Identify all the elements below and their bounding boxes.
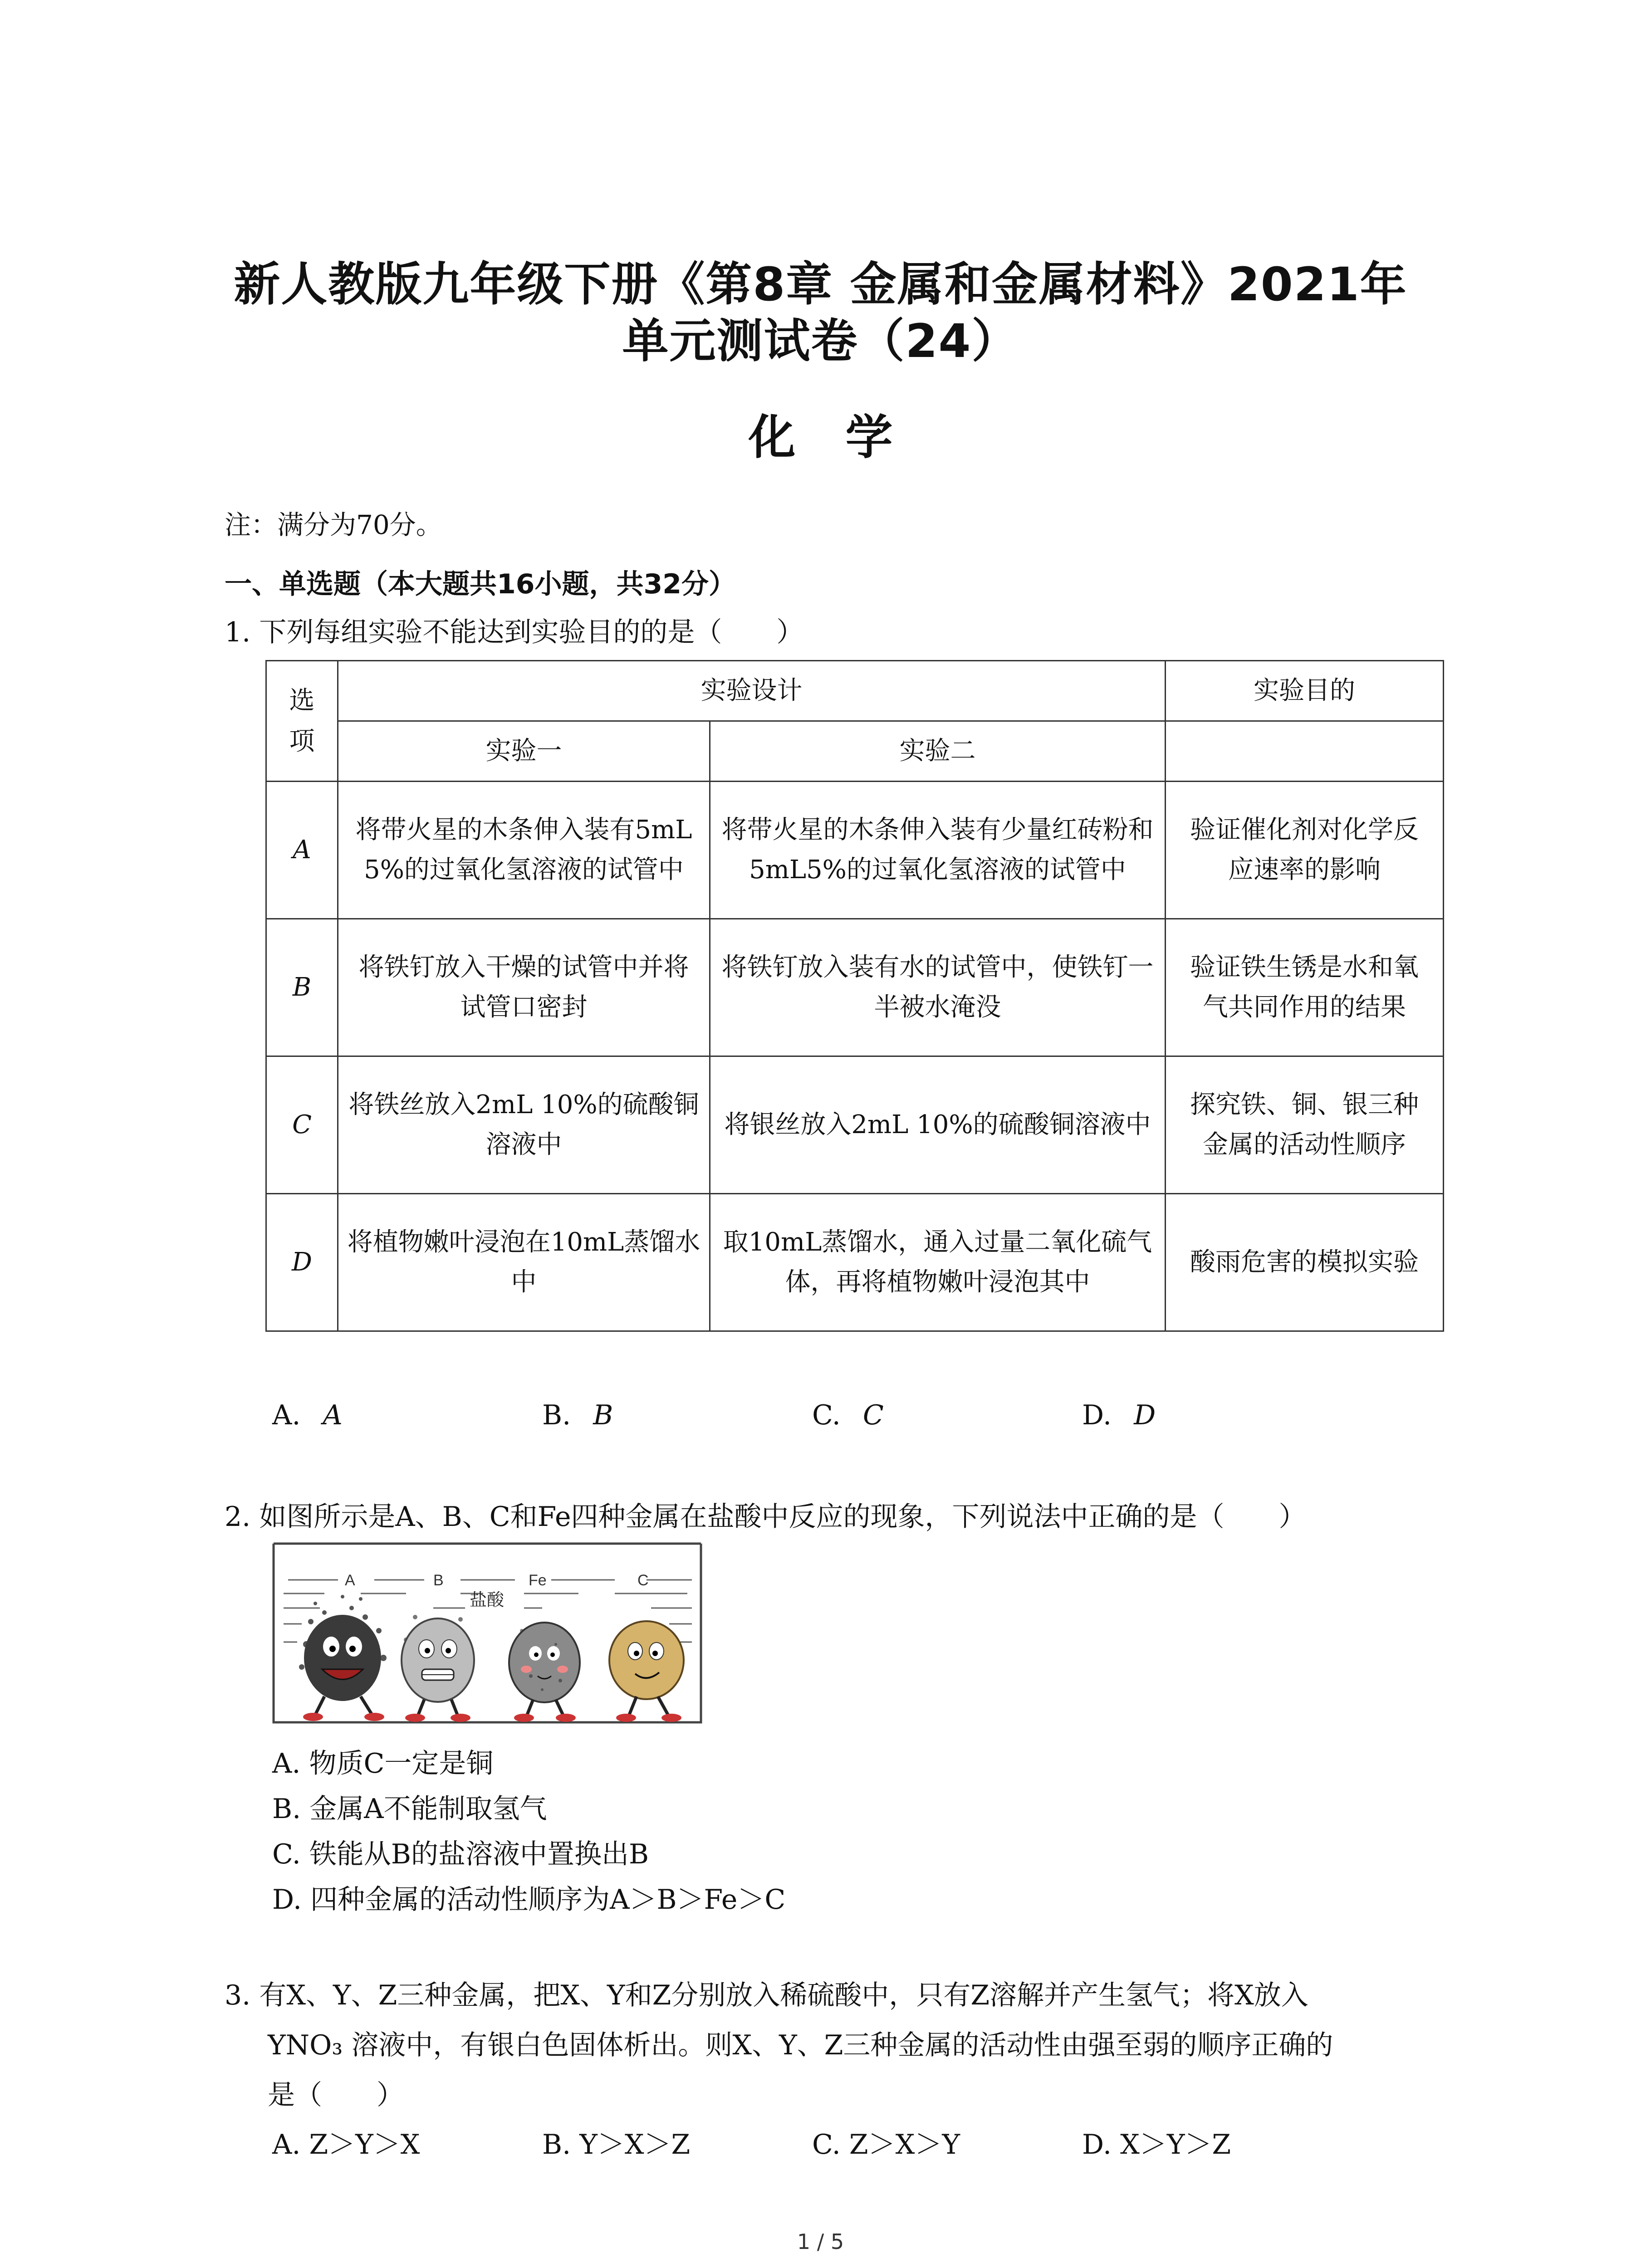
row-exp1: 将带火星的木条伸入装有5mL 5%的过氧化氢溶液的试管中 [338, 782, 710, 919]
fig-label-b: B [433, 1572, 444, 1589]
q1-option-a-label: A. [272, 1399, 301, 1431]
row-purpose: 探究铁、铜、银三种金属的活动性顺序 [1166, 1056, 1444, 1194]
row-exp2: 将银丝放入2mL 10%的硫酸铜溶液中 [710, 1056, 1166, 1194]
row-purpose: 验证催化剂对化学反应速率的影响 [1166, 782, 1444, 919]
row-exp2: 将带火星的木条伸入装有少量红砖粉和5mL5%的过氧化氢溶液的试管中 [710, 782, 1166, 919]
question-3-line3: 是（ ） [268, 2079, 404, 2111]
table-row [266, 1056, 1444, 1194]
row-option: D [266, 1194, 338, 1331]
row-exp2: 取10mL蒸馏水，通入过量二氧化硫气体，再将植物嫩叶浸泡其中 [710, 1194, 1166, 1331]
beaker-illustration [270, 1540, 705, 1730]
fig-label-fe: Fe [529, 1572, 547, 1589]
question-1-stem: 1. 下列每组实验不能达到实验目的的是（ ） [225, 616, 804, 648]
row-exp1: 将植物嫩叶浸泡在10mL蒸馏水中 [338, 1194, 710, 1331]
q1-option-c-label: C. [812, 1399, 841, 1431]
row-option: A [266, 782, 338, 919]
q2-option-d[interactable]: D. 四种金属的活动性顺序为A＞B＞Fe＞C [272, 1884, 786, 1916]
table-header-purpose: 实验目的 [1166, 661, 1444, 721]
row-exp1: 将铁丝放入2mL 10%的硫酸铜溶液中 [338, 1056, 710, 1194]
q1-option-a-value: A [323, 1399, 343, 1431]
row-exp1: 将铁钉放入干燥的试管中并将试管口密封 [338, 919, 710, 1056]
metal-a-character [299, 1595, 387, 1721]
doc-title-line1: 新人教版九年级下册《第8章 金属和金属材料》2021年 [234, 258, 1407, 312]
row-purpose: 酸雨危害的模拟实验 [1166, 1194, 1444, 1331]
q3-option-d[interactable]: D. X＞Y＞Z [1082, 2129, 1231, 2160]
question-3-line2: YNO₃ 溶液中，有银白色固体析出。则X、Y、Z三种金属的活动性由强至弱的顺序正确的 [268, 2029, 1333, 2061]
fig-label-c: C [637, 1572, 649, 1589]
q2-option-c[interactable]: C. 铁能从B的盐溶液中置换出B [272, 1838, 649, 1870]
q1-option-c[interactable] [812, 1399, 884, 1431]
section-heading-single-choice: 一、单选题（本大题共16小题，共32分） [225, 568, 736, 600]
fig-label-acid: 盐酸 [470, 1590, 505, 1610]
row-purpose: 验证铁生锈是水和氧气共同作用的结果 [1166, 919, 1444, 1056]
page-number: 1 / 5 [797, 2229, 844, 2254]
q1-option-b-label: B. [542, 1399, 571, 1431]
row-option: C [266, 1056, 338, 1194]
question-2-stem: 2. 如图所示是A、B、C和Fe四种金属在盐酸中反应的现象，下列说法中正确的是（ ） [225, 1501, 1306, 1533]
q1-option-a[interactable] [272, 1399, 343, 1431]
table-row [266, 919, 1444, 1056]
table-header-design: 实验设计 [338, 661, 1166, 721]
score-note: 注：满分为70分。 [225, 509, 442, 540]
q1-option-b-value: B [593, 1399, 613, 1431]
table-header-exp1: 实验一 [338, 721, 710, 782]
q1-option-c-value: C [862, 1399, 884, 1431]
table-header-exp2: 实验二 [710, 721, 1166, 782]
table-row [266, 782, 1444, 919]
row-option: B [266, 919, 338, 1056]
option-header-text: 选项 [289, 685, 315, 756]
subject-title: 化学 [748, 410, 943, 465]
q3-option-b[interactable]: B. Y＞X＞Z [542, 2129, 691, 2160]
doc-title-line2: 单元测试卷（24） [622, 314, 1019, 368]
metal-c-character [609, 1621, 684, 1722]
metal-b-character [402, 1615, 474, 1722]
fig-label-a: A [345, 1572, 355, 1589]
q1-option-d-value: D [1134, 1399, 1156, 1431]
q1-option-d[interactable] [1082, 1399, 1156, 1431]
q1-option-b[interactable] [542, 1399, 613, 1431]
q3-option-c[interactable]: C. Z＞X＞Y [812, 2129, 960, 2160]
question-3-line1: 3. 有X、Y、Z三种金属，把X、Y和Z分别放入稀硫酸中，只有Z溶解并产生氢气；将X放入 [225, 1980, 1308, 2011]
q2-option-b[interactable]: B. 金属A不能制取氢气 [272, 1793, 547, 1825]
q2-option-a[interactable]: A. 物质C一定是铜 [272, 1748, 494, 1779]
experiment-table [265, 660, 1444, 1332]
row-exp2: 将铁钉放入装有水的试管中，使铁钉一半被水淹没 [710, 919, 1166, 1056]
table-header-blank [1166, 721, 1444, 782]
metal-fe-character [509, 1623, 580, 1722]
q1-option-d-label: D. [1082, 1399, 1112, 1431]
table-header-option [266, 661, 338, 782]
q3-option-a[interactable]: A. Z＞Y＞X [272, 2129, 420, 2160]
table-row [266, 1194, 1444, 1331]
